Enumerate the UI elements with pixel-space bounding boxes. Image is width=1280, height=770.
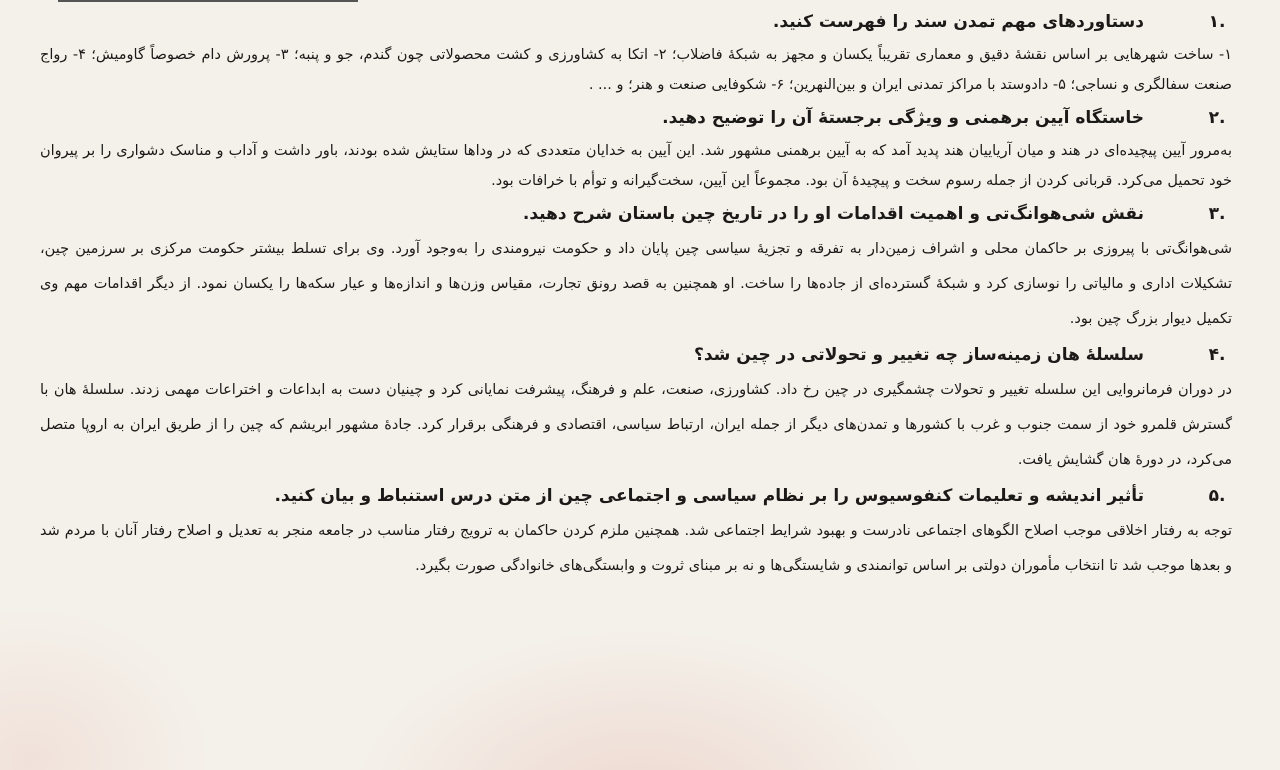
top-divider <box>58 0 358 2</box>
question-2-heading <box>40 100 1234 136</box>
question-4-heading <box>40 337 1234 373</box>
question-number: ۳. <box>1208 204 1226 224</box>
answer-2-text: به‌مرور آیین پیچیده‌ای در هند و میان آریاییان هند پدید آمد که به آیین برهمنی مشهور شد. این آیین به خدایان متعددی که در وداها ستایش شده بودند، باور داشت و آداب و مناسک دشواری را بر پیروان خود تحمیل می‌کرد. قربانی کردن از جمله رسوم سخت و پیچیدهٔ آن بود. مجموعاً این آیین، سخت‌گیرانه و توأم با خرافات بود. <box>40 143 1232 189</box>
answer-4-text: در دوران فرمانروایی این سلسله تغییر و تحولات چشمگیری در چین رخ داد. کشاورزی، صنعت، علم و فرهنگ، پیشرفت نمایانی کرد و چینیان دست به ابداعات و اختراعات مهمی زدند. سلسلهٔ هان با گسترش قلمرو خود از سمت جنوب و غرب با کشورها و تمدن‌های دیگر از جمله ایران، ارتباط سیاسی، اقتصادی و فرهنگی برقرار کرد. جادهٔ مشهور ابریشم که چین را از طریق ایران به اروپا متصل می‌کرد، در دورهٔ هان گشایش یافت. <box>40 382 1232 468</box>
question-title: نقش شی‌هوانگ‌تی و اهمیت اقدامات او را در تاریخ چین باستان شرح دهید. <box>522 204 1144 224</box>
answer-1-text: ۱- ساخت شهرهایی بر اساس نقشهٔ دقیق و معماری تقریباً یکسان و مجهز به شبکهٔ فاضلاب؛ ۲- اتکا به کشاورزی و کشت محصولاتی چون گندم، جو و پنبه؛ ۳- پرورش دام خصوصاً گاومیش؛ ۴- رواج صنعت سفالگری و نساجی؛ ۵- دادوستد با مراکز تمدنی ایران و بین‌النهرین؛ ۶- شکوفایی صنعت و هنر؛ و ... . <box>40 47 1233 93</box>
answer-5-text: توجه به رفتار اخلاقی موجب اصلاح الگوهای اجتماعی نادرست و بهبود شرایط اجتماعی شد. همچنین ملزم کردن حاکمان به ترویج رفتار مناسب در جامعه منجر به تعدیل و اصلاح رفتار آنان با مردم شد و بعدها موجب شد تا انتخاب مأموران دولتی بر اساس توانمندی و شایستگی‌ها و نه بر مبنای ثروت و وابستگی‌های خانوادگی صورت بگیرد. <box>40 523 1232 574</box>
question-title: سلسلهٔ هان زمینه‌ساز چه تغییر و تحولاتی در چین شد؟ <box>693 345 1144 365</box>
question-title: خاستگاه آیین برهمنی و ویژگی برجستهٔ آن را توضیح دهید. <box>662 108 1144 128</box>
question-3-heading <box>40 196 1234 232</box>
question-number: ۱. <box>1208 12 1226 32</box>
answer-key-content <box>40 4 1234 584</box>
question-5-heading <box>40 478 1234 514</box>
question-number: ۴. <box>1208 345 1226 365</box>
question-title: دستاوردهای مهم تمدن سند را فهرست کنید. <box>772 12 1144 32</box>
question-number: ۵. <box>1208 486 1226 506</box>
answer-3-text: شی‌هوانگ‌تی با پیروزی بر حاکمان محلی و اشراف زمین‌دار به تفرقه و تجزیهٔ سیاسی چین پایان داد و حکومت نیرومندی را به‌وجود آورد. وی برای تسلط بیشتر حکومت مرکزی بر سرزمین چین، تشکیلات اداری و مالیاتی را نوسازی کرد و شبکهٔ گسترده‌ای از جاده‌ها را ساخت. او همچنین به قصد رونق تجارت، مقیاس وزن‌ها و اندازه‌ها و عیار سکه‌ها را یکسان نمود. از دیگر اقدامات مهم وی تکمیل دیوار بزرگ چین بود. <box>40 241 1232 327</box>
question-title: تأثیر اندیشه و تعلیمات کنفوسیوس را بر نظام سیاسی و اجتماعی چین از متن درس استنباط و بیان کنید. <box>274 486 1144 506</box>
question-1-heading <box>40 4 1234 40</box>
question-number: ۲. <box>1208 108 1226 128</box>
